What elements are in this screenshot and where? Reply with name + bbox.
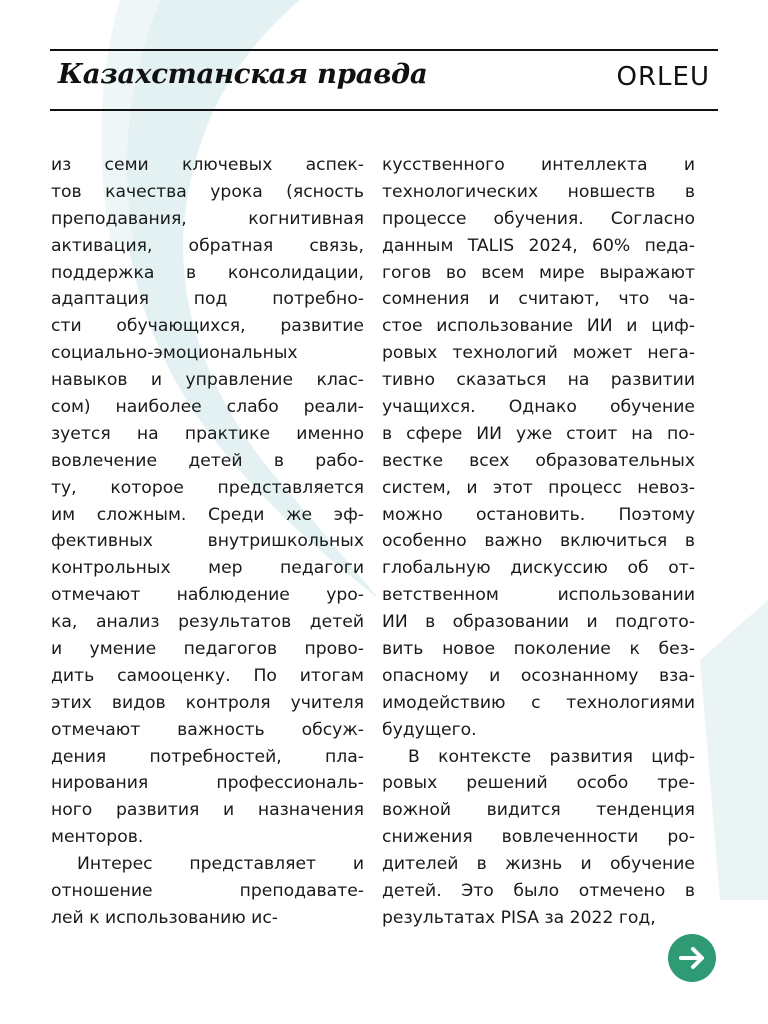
next-page-button[interactable] [668,934,716,982]
text-line: сом) наиболее слабо реали- [51,397,364,418]
text-line: тивно сказаться на развитии [382,370,695,391]
text-line: ка, анализ результатов детей [51,612,364,633]
newspaper-masthead: Казахстанская правда [58,59,428,90]
text-line: будущего. [382,719,477,740]
text-line: детей. Это было отмечено в [382,881,695,902]
text-line: стое использование ИИ и циф- [382,316,695,337]
text-line: менторов. [51,827,144,848]
text-line: и умение педагогов прово- [51,639,364,660]
text-line: ровых решений особо тре- [382,773,695,794]
text-line: лей к использованию ис- [51,907,279,928]
text-line: данным TALIS 2024, 60% педа- [382,235,695,256]
text-line: опасному и осознанному вза- [382,665,695,686]
text-line: кусственного интеллекта и [382,155,695,175]
text-line: им сложным. Среди же эф- [51,504,364,525]
text-line: технологических новшеств в [382,181,695,202]
text-line: адаптация под потребно- [51,289,364,310]
text-line: поддержка в консолидации, [51,262,364,283]
text-line: отмечают наблюдение уро- [51,585,364,606]
text-column-right [382,152,695,932]
text-line: процессе обучения. Согласно [382,208,695,229]
text-line: в сфере ИИ уже стоит на по- [382,423,695,444]
text-line: активация, обратная связь, [51,235,364,256]
text-line: контрольных мер педагоги [51,558,364,579]
text-line: гогов во всем мире выражают [382,262,695,283]
text-line: ветственном использовании [382,585,695,606]
text-line: сти обучающихся, развитие [51,316,364,337]
text-line: учащихся. Однако обучение [382,397,695,418]
text-line: из семи ключевых аспек- [51,155,364,175]
text-line: отношение преподавате- [51,881,364,902]
text-line: ИИ в образовании и подгото- [382,612,695,633]
text-line: систем, и этот процесс невоз- [382,477,695,498]
text-line: ту, которое представляется [51,477,364,498]
text-line: результатах PISA за 2022 год, [382,907,656,928]
text-line: особенно важно включиться в [382,531,695,552]
text-line: В контексте развития циф- [408,746,695,767]
arrow-right-icon [675,941,709,975]
text-line: вестке всех образовательных [382,450,695,471]
text-line: социально-эмоциональных [51,343,298,364]
text-line: тов качества урока (ясность [51,181,364,202]
text-line: имодействию с технологиями [382,692,695,713]
text-line: можно остановить. Поэтому [382,504,695,525]
text-column-left [51,152,364,932]
text-line: преподавания, когнитивная [51,208,364,229]
text-line: вить новое поколение к без- [382,639,695,660]
text-line: ного развития и назначения [51,800,364,821]
text-line: ровых технологий может нега- [382,343,695,364]
text-line: дителей в жизнь и обучение [382,854,695,875]
text-line: этих видов контроля учителя [51,692,364,713]
text-line: навыков и управление клас- [51,370,364,391]
text-line: дить самооценку. По итогам [51,665,364,686]
page-header [50,49,718,111]
text-line: нирования профессиональ- [51,773,364,794]
article-body [50,152,718,932]
text-line: фективных внутришкольных [51,531,364,552]
orleu-logo: ORLEU [616,62,710,92]
text-line: снижения вовлеченности ро- [382,827,695,848]
text-line: зуется на практике именно [51,423,364,444]
text-line: дения потребностей, пла- [51,746,364,767]
text-line: глобальную дискуссию об от- [382,558,695,579]
text-line: сомнения и считают, что ча- [382,289,695,310]
text-line: отмечают важность обсуж- [51,719,364,740]
text-line: вожной видится тенденция [382,800,695,821]
text-line: Интерес представляет и [77,854,364,875]
text-line: вовлечение детей в рабо- [51,450,364,471]
